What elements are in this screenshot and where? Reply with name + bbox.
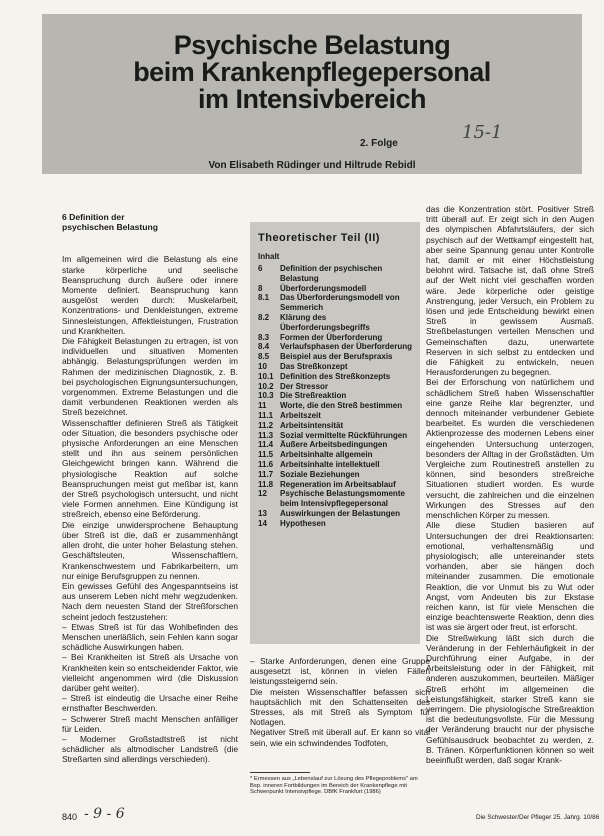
contents-item xyxy=(258,293,416,313)
contents-item xyxy=(258,421,416,431)
title-line-1: Psychische Belastung xyxy=(173,30,451,60)
contents-item-title: Arbeitszeit xyxy=(280,410,321,420)
contents-item xyxy=(258,391,416,401)
contents-item-number: 11 xyxy=(258,401,267,411)
contents-item-number: 13 xyxy=(258,508,267,518)
contents-item-title: Definition der psychischen Belastung xyxy=(280,264,383,283)
paragraph: Im allgemeinen wird die Belastung als eine starke körperliche und seelische Beanspruchung durch äußere oder innere Momente definiert. Beanspruchung kann ausgelöst werden durch: Muskelarbeit, Konzentrations- und Denkleistungen, extreme Sinnesleistungen, Affektleistungen, Frustration und Krankheiten. xyxy=(62,254,238,336)
authors: Von Elisabeth Rüdinger und Hiltrude Rebidl xyxy=(208,160,416,171)
contents-box xyxy=(250,222,420,644)
article-header xyxy=(42,14,582,174)
list-item: – Moderner Großstadtstreß ist nicht schädlicher als altmodischer Landstreß (die Streßarten sind allerdings verschieden). xyxy=(62,733,238,765)
paragraph: das die Konzentration stört. Positiver Streß tritt überall auf. Er zeigt sich in den Augen des olympischen Abfahrtsläufers, der sich psychisch auf der Wettkampf eingestellt hat, aber seine Spannung genau unter Kontrolle hat, damit er mit einer Höchstleistung belohnt wird. Tatsache ist, daß ohne Streß auf der Welt nicht viel geschaffen worden wäre. Jede körperliche oder geistige Anstrengung, jeder Versuch, ein Problem zu lösen und jede Entscheidung bewirkt einen Streß in gewissem Ausmaß. Streßbelastungen verteilen Menschen und Gemeinschaften dazu, unerwartete Reserven in sich selbst zu entdecken und die Fähigkeit zu entwickeln, neuen Herausforderungen zu begegnen. xyxy=(426,204,594,378)
contents-item-number: 8.5 xyxy=(258,352,270,362)
page-number: 840 xyxy=(62,812,78,822)
contents-item-title: Verlaufsphasen der Überforderung xyxy=(280,342,413,352)
contents-item-number: 14 xyxy=(258,518,267,528)
contents-item-number: 11.6 xyxy=(258,459,274,469)
contents-item xyxy=(258,382,416,392)
paragraph: Bei der Erforschung von natürlichem und schädlichem Streß haben Wissenschaftler eine ganze Reihe klar begrenzter, und dennoch miteinander verbundener Gebiete bearbeitet. Es wurden die verschiedenen Aktienprozesse des modernen Lebens einer eingehenden Untersuchung unterzogen, besonders der Alltag in der Großstädten. Um Vergleiche zum Routinestreß anstellen zu können, sind besonders streßreiche Situationen studiert worden. Es wurde versucht, die zahlreichen und die einzelnen Wirkungen des Stresses auf den menschlichen Körper zu messen. xyxy=(426,377,594,521)
column-2 xyxy=(250,656,430,748)
footnote: * Ermessen aus „Lebenslauf zur Lösung des Pflegeproblems" am Bsp. inneren Fortbildungen im Bereich der Krankenpflege mit Schwerpunkt Intensivpflege. DBfK Frankfurt (1986) xyxy=(250,776,418,796)
contents-item-title: Auswirkungen der Belastungen xyxy=(280,508,401,518)
contents-item-number: 11.2 xyxy=(258,420,274,430)
article-title xyxy=(42,32,582,113)
contents-item xyxy=(258,313,416,333)
footnote-rule xyxy=(250,772,310,773)
contents-item-number: 10 xyxy=(258,361,267,371)
journal-footer: Die Schwester/Der Pfleger 25. Jahrg. 10/86 xyxy=(476,814,600,821)
contents-item-title: Regeneration im Arbeitsablauf xyxy=(280,479,396,489)
contents-item-title: Definition des Streßkonzepts xyxy=(280,371,391,381)
contents-item xyxy=(258,509,416,519)
paragraph: Die Fähigkeit Belastungen zu ertragen, ist von individuellen und situativen Momenten abhängig. Belastungsprüfungen werden im Rahmen der medizinischen Diagnostik, z. B. bei psychologischen Eignungsuntersuchungen, vorgenommen. Extreme Belastungen und die damit verbundenen Reaktionen werden als Streß bezeichnet. xyxy=(62,336,238,418)
paragraph: Die meisten Wissenschaftler befassen sich hauptsächlich mit den Schattenseiten des Stresses, als mit Streß als Symptom für Notlagen. xyxy=(250,686,430,728)
series-part: 2. Folge xyxy=(360,138,398,149)
contents-item-title: Klärung des Überforderungsbegriffs xyxy=(280,312,370,332)
contents-item-title: Arbeitsintensität xyxy=(280,420,344,430)
list-item: – Etwas Streß ist für das Wohlbefinden des Menschen unerläßlich, sein Fehlen kann sogar schädliche Auswirkungen haben. xyxy=(62,621,238,653)
paragraph: Negativer Streß mit überall auf. Er kann so vital sein, wie ein schwindendes Todfoten, xyxy=(250,727,430,748)
contents-item xyxy=(258,470,416,480)
contents-item-title: Beispiel aus der Berufspraxis xyxy=(280,352,393,362)
contents-title: Theoretischer Teil (II) xyxy=(258,232,380,244)
contents-item-number: 10.1 xyxy=(258,371,274,381)
contents-item-number: 11.7 xyxy=(258,469,274,479)
contents-item xyxy=(258,450,416,460)
contents-item-title: Psychische Belastungsmomente beim Intensivpflegepersonal xyxy=(280,489,405,509)
handwritten-note: 15-1 xyxy=(462,122,503,143)
paragraph: Die einzige unwidersprochene Behauptung über Streß ist die, daß er zusammenhängt allen droht, die unter hoher Belastung stehen. Geschäftsleuten, Wissenschaftlern, Krankenschwestern und Fabrikarbeitern, um nur einige Berufsgruppen zu nennen. xyxy=(62,519,238,581)
contents-label: Inhalt xyxy=(258,252,280,261)
contents-item-number: 6 xyxy=(258,264,263,273)
contents-item-title: Der Stressor xyxy=(280,381,329,391)
list-item: – Starke Anforderungen, denen eine Gruppe ausgesetzt ist, können in vielen Fällen leistungssteigernd sein. xyxy=(250,656,430,687)
list-item: – Streß ist eindeutig die Ursache einer Reihe ernsthafter Beschwerden. xyxy=(62,693,238,714)
contents-item-number: 8 xyxy=(258,283,263,293)
contents-item xyxy=(258,440,416,450)
contents-item-title: Soziale Beziehungen xyxy=(280,469,360,479)
contents-item-number: 8.4 xyxy=(258,342,270,352)
paragraph: Alle diese Studien basieren auf Untersuchungen der drei Reaktionsarten: emotional, verhaltensmäßig und physiologisch; alle untereinander stets vorhanden, aber sie hängen doch miteinander zusammen. Die emotionale Reaktion, die vor Unmut bis zu Wut oder Angst, vom Andeuten bis zur Ekstase reichen kann, ist für viele Menschen die einzige beachtenswerte Reaktion, denn dies ist was sie ärgert oder freut, ist erforscht. xyxy=(426,520,594,633)
list-item: – Schwerer Streß macht Menschen anfälliger für Leiden. xyxy=(62,713,238,734)
contents-item-title: Das Streßkonzept xyxy=(280,361,348,371)
contents-item-number: 10.2 xyxy=(258,381,274,391)
contents-item-title: Überforderungsmodell xyxy=(280,283,367,293)
contents-item-number: 11.8 xyxy=(258,479,274,489)
contents-item xyxy=(258,431,416,441)
contents-item xyxy=(258,342,416,352)
contents-item-number: 8.2 xyxy=(258,312,270,322)
paragraph: Wissenschaftler definieren Streß als Tätigkeit oder Situation, die besonders psychische oder physische Anforderungen an eine Menschen stellt und ihn aus seinem persönlichen Gleichgewicht bringen kann. Während die physiologische Reaktion auf solche Beanspruchungen meist gut meßbar ist, kann der Streß psychologisch untersucht, und nicht viele Formen annehmen. Eine Kündigung ist streßreich, ebenso eine Beförderung. xyxy=(62,417,238,520)
contents-item-number: 10.3 xyxy=(258,391,274,401)
contents-item xyxy=(258,411,416,421)
contents-item-title: Formen der Überforderung xyxy=(280,332,383,342)
contents-item xyxy=(258,401,416,411)
contents-item xyxy=(258,352,416,362)
contents-item-title: Äußere Arbeitsbedingungen xyxy=(280,440,388,450)
handwritten-page-note: - 9 - 6 xyxy=(84,806,125,822)
contents-item-number: 11.1 xyxy=(258,410,274,420)
paragraph: Die Streßwirkung läßt sich durch die Veränderung in der Fehlerhäufigkeit in der Durchführung einer Aufgabe, in der Arbeitsleistung oder in der Fähigkeit, mit anderen auszukommen, beurteilen. Mäßiger Streß erhöht im allgemeinen die Leistungsfähigkeit, starker Streß kann sie verringern. Die physiologische Streßreaktion ist die bedeutungsvollste. Für die Messung der Veränderung braucht nur der physische Gefühlsausdruck beobachtet zu werden, z. B. Tränen. Körperfunktionen können so weit beeinflußt werden, daß sogar Krank- xyxy=(426,632,594,765)
contents-item-number: 8.3 xyxy=(258,332,270,342)
contents-item-title: Arbeitsinhalte intellektuell xyxy=(280,459,380,469)
contents-item-number: 8.1 xyxy=(258,293,270,303)
contents-item xyxy=(258,284,416,294)
contents-item xyxy=(258,489,416,509)
contents-item-title: Worte, die den Streß bestimmen xyxy=(280,401,403,411)
list-item: – Bei Krankheiten ist Streß als Ursache von Krankheiten kein so entscheidender Faktor, wie vielleicht angenommen wird (die Diskussion darüber geht weiter). xyxy=(62,652,238,693)
contents-item xyxy=(258,519,416,529)
contents-item-title: Die Streßreaktion xyxy=(280,391,347,401)
paragraph: Ein gewisses Gefühl des Angespanntseins ist aus unserem Leben nicht mehr wegzudenken. Nach dem neuesten Stand der Streßforschen scheint jedoch festzustehen: xyxy=(62,580,238,622)
contents-item xyxy=(258,480,416,490)
contents-item-title: Sozial vermittelte Rückführungen xyxy=(280,430,408,440)
column-3 xyxy=(426,204,594,765)
contents-item xyxy=(258,333,416,343)
contents-list xyxy=(258,264,416,529)
contents-item-title: Das Überforderungsmodell von Semmerich xyxy=(280,293,400,313)
contents-item-title: Hypothesen xyxy=(280,518,326,528)
title-line-3: im Intensivbereich xyxy=(197,84,427,114)
contents-item-number: 11.5 xyxy=(258,450,274,460)
contents-item-number: 11.3 xyxy=(258,430,274,440)
column-1 xyxy=(62,212,238,765)
contents-item-title: Arbeitsinhalte allgemein xyxy=(280,450,373,460)
contents-item xyxy=(258,372,416,382)
contents-item xyxy=(258,460,416,470)
contents-item xyxy=(258,264,416,284)
title-line-2: beim Krankenpflegepersonal xyxy=(133,57,491,87)
contents-item-number: 12 xyxy=(258,489,267,499)
contents-item-number: 11.4 xyxy=(258,440,274,450)
contents-item xyxy=(258,362,416,372)
section-heading: 6 Definition der psychischen Belastung xyxy=(62,212,158,233)
